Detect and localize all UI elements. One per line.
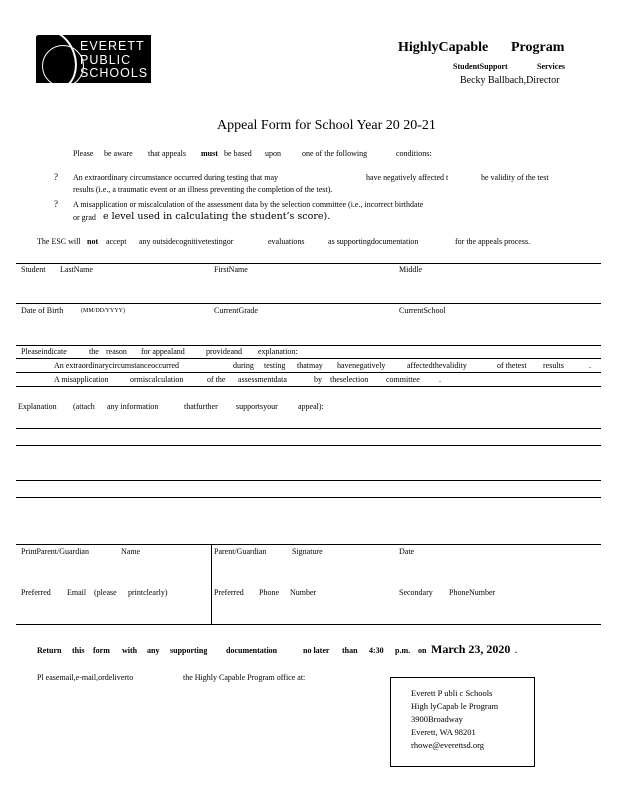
- address-line-4: Everett, WA 98201: [411, 727, 476, 737]
- explanation-a: Explanation: [18, 402, 57, 411]
- form-title: Appeal Form for School Year 20 20-21: [217, 118, 436, 133]
- reason-option-1-i: .: [589, 361, 591, 370]
- reason-option-1-g: of thetest: [497, 361, 527, 370]
- label-phone-c: Number: [290, 588, 317, 597]
- divider: [16, 303, 601, 304]
- footer-word: any: [147, 646, 160, 655]
- mail-instruction-a: Pl easemail,e-mail,ordeliverto: [37, 673, 134, 682]
- footer-word: no later: [303, 646, 330, 655]
- divider: [16, 358, 601, 359]
- label-secondary-phone-a: Secondary: [399, 588, 433, 597]
- notice-a: The ESC will: [37, 237, 81, 246]
- intro-word-appeals: that appeals: [148, 149, 186, 158]
- reason-h2: the: [89, 347, 99, 356]
- reason-option-1-d: thatmay: [297, 361, 323, 370]
- label-email-a: Preferred: [21, 588, 51, 597]
- reason-option-2-b: ormiscalculation: [130, 375, 184, 384]
- address-email[interactable]: rhowe@everettsd.org: [411, 740, 485, 750]
- intro-word-following: one of the following: [302, 149, 368, 158]
- address-line-3: 3900Broadway: [411, 714, 463, 724]
- explanation-c: any information: [107, 402, 159, 411]
- logo-line-1: EVERETT: [80, 39, 145, 53]
- reason-option-2-h: .: [439, 375, 441, 384]
- reason-h3: reason: [106, 347, 127, 356]
- label-phone-a: Preferred: [214, 588, 244, 597]
- label-signature-b: Signature: [292, 547, 323, 556]
- explanation-line[interactable]: [16, 480, 601, 481]
- footer-word: Return: [37, 646, 62, 655]
- reason-option-1-e: havenegatively: [337, 361, 386, 370]
- footer-word: 4:30: [369, 646, 384, 655]
- divider: [16, 263, 601, 264]
- logo-line-2: PUBLIC: [80, 53, 132, 67]
- footer-word: with: [122, 646, 138, 655]
- reason-h4: for appealand: [141, 347, 185, 356]
- divider: [211, 544, 212, 624]
- footer-word: on: [418, 646, 427, 655]
- intro-word-please: Please: [73, 149, 94, 158]
- divider: [16, 386, 601, 387]
- deadline-date: March 23, 2020: [431, 642, 511, 656]
- label-email-d: printclearly): [128, 588, 168, 597]
- reason-option-2-a[interactable]: A misapplication: [54, 375, 109, 384]
- intro-word-conditions: conditions:: [396, 149, 432, 158]
- bullet-icon: ?: [54, 172, 58, 182]
- label-phone-b: Phone: [259, 588, 279, 597]
- label-date: Date: [399, 547, 415, 556]
- reason-option-2-e: by: [314, 375, 322, 384]
- address-line-2: High lyCapab le Program: [411, 701, 499, 711]
- explanation-f: appeal):: [298, 402, 324, 411]
- condition-1-part-b: have negatively affected t: [366, 173, 449, 182]
- label-student: Student: [21, 265, 46, 274]
- mailing-address-box: [390, 677, 535, 767]
- footer-word: supporting: [170, 646, 208, 655]
- label-print-parent: PrintParent/Guardian: [21, 547, 89, 556]
- label-signature-a: Parent/Guardian: [214, 547, 267, 556]
- reason-h5: provideand: [206, 347, 242, 356]
- department-a: StudentSupport: [453, 62, 508, 71]
- label-secondary-phone-b: PhoneNumber: [449, 588, 496, 597]
- label-email-c: (please: [94, 588, 117, 597]
- mail-instruction-b: the Highly Capable Program office at:: [183, 673, 306, 682]
- notice-d: evaluations: [268, 237, 305, 246]
- label-first-name: FirstName: [214, 265, 248, 274]
- reason-h1: Pleaseindicate: [21, 347, 67, 356]
- intro-word-upon: upon: [265, 149, 281, 158]
- department-b: Services: [537, 62, 565, 71]
- program-title-a: HighlyCapable: [398, 40, 489, 55]
- label-email-b: Email: [67, 588, 87, 597]
- footer-word: documentation: [226, 646, 278, 655]
- footer-word: p.m.: [395, 646, 411, 655]
- label-date-of-birth: Date of Birth: [21, 306, 64, 315]
- condition-2-part-a: A misapplication or miscalculation of the assessment data by the selection committee (i.e., incorrect birthdate: [73, 200, 424, 209]
- label-dob-format: (MM/DD/YYYY): [81, 308, 125, 314]
- logo-globe-icon: [42, 45, 84, 83]
- program-title-b: Program: [511, 40, 565, 55]
- notice-c: any outsidecognitivetestingor: [139, 237, 234, 246]
- condition-2-part-b1: or grad: [73, 213, 96, 222]
- reason-option-1-f: affectedthevalidity: [407, 361, 467, 370]
- footer-word: this: [72, 646, 85, 655]
- footer-word: form: [93, 646, 110, 655]
- label-middle: Middle: [399, 265, 423, 274]
- reason-option-2-c: of the: [207, 375, 226, 384]
- explanation-line[interactable]: [16, 428, 601, 429]
- notice-b: accept: [106, 237, 127, 246]
- label-last-name: LastName: [60, 265, 93, 274]
- label-current-school: CurrentSchool: [399, 306, 446, 315]
- divider: [16, 372, 601, 373]
- divider: [16, 345, 601, 346]
- bullet-icon: ?: [54, 199, 58, 209]
- condition-1-part-a: An extraordinary circumstance occurred during testing that may: [73, 173, 279, 182]
- reason-option-2-f: theselection: [330, 375, 369, 384]
- intro-word-based: be based: [224, 149, 252, 158]
- condition-2-part-b2: e level used in calculating the student’s score).: [103, 211, 331, 222]
- intro-word-aware: be aware: [104, 149, 133, 158]
- condition-1-part-d: results (i.e., a traumatic event or an illness preventing the completion of the test).: [73, 185, 333, 194]
- label-parent-name: Name: [121, 547, 141, 556]
- divider: [16, 544, 601, 545]
- divider: [16, 624, 601, 625]
- explanation-line[interactable]: [16, 497, 601, 498]
- footer-word: .: [515, 646, 517, 655]
- address-line-1: Everett P ubli c Schools: [411, 688, 493, 698]
- condition-1-part-c: he validity of the test: [481, 173, 549, 182]
- intro-word-must: must: [201, 149, 218, 158]
- reason-option-1-h: results: [543, 361, 564, 370]
- everett-public-schools-logo: [36, 35, 151, 83]
- notice-not: not: [87, 237, 99, 246]
- explanation-line[interactable]: [16, 445, 601, 446]
- logo-line-3: SCHOOLS: [80, 66, 149, 80]
- footer-word: than: [342, 646, 358, 655]
- explanation-d: thatfurther: [184, 402, 218, 411]
- notice-e: as supportingdocumentation: [328, 237, 419, 246]
- explanation-b: (attach: [73, 402, 95, 411]
- notice-f: for the appeals process.: [455, 237, 531, 246]
- reason-h6: explanation:: [258, 347, 298, 356]
- label-current-grade: CurrentGrade: [214, 306, 258, 315]
- explanation-e: supportsyour: [236, 402, 278, 411]
- reason-option-1-b: during: [233, 361, 254, 370]
- reason-option-2-d: assessmentdata: [238, 375, 287, 384]
- director-name: Becky Ballbach,Director: [460, 75, 560, 86]
- reason-option-2-g: committee: [386, 375, 420, 384]
- reason-option-1-c: testing: [264, 361, 286, 370]
- reason-option-1-a[interactable]: An extraordinarycircumstanceoccurred: [54, 361, 180, 370]
